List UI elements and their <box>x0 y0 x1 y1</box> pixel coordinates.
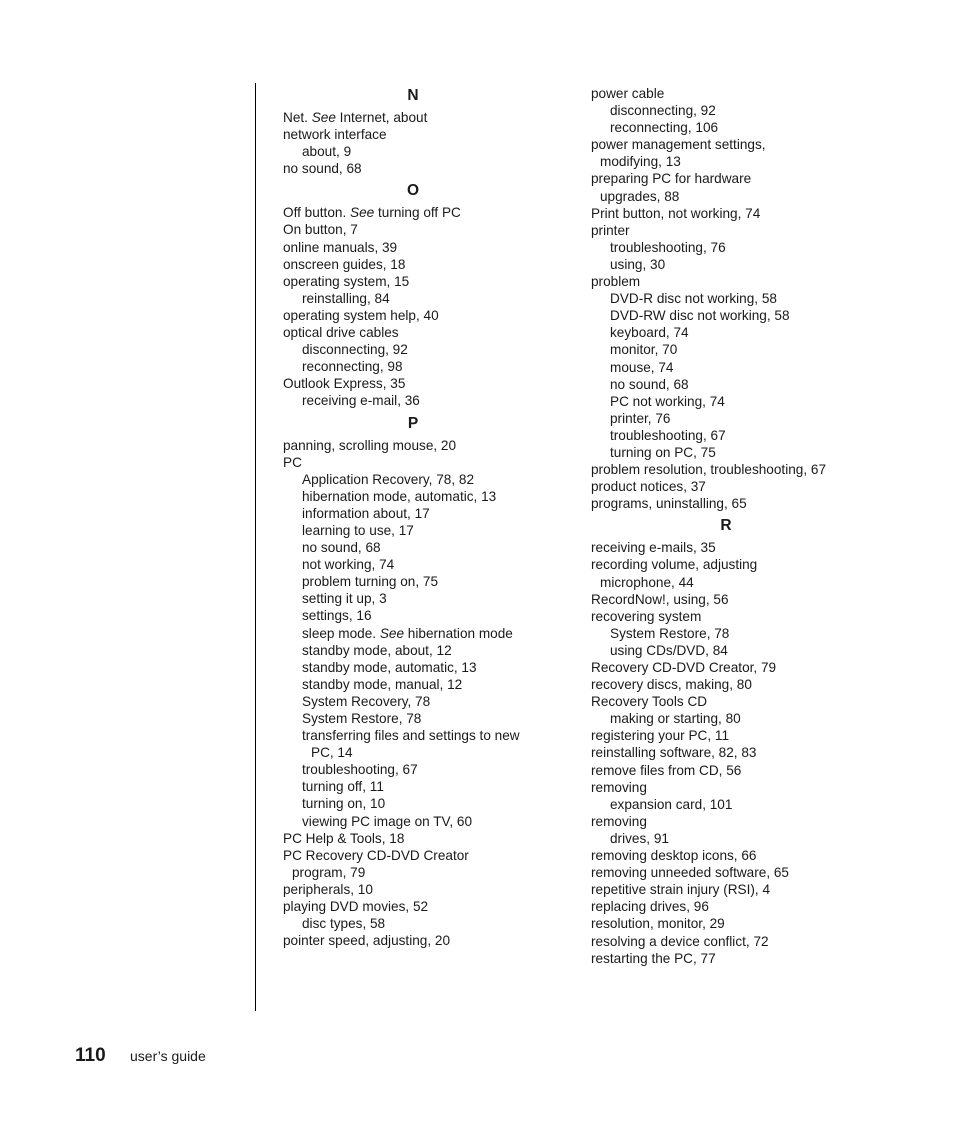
index-entry: product notices, 37 <box>591 479 706 495</box>
index-entry: optical drive cables <box>283 325 399 341</box>
index-subentry: settings, 16 <box>302 608 372 624</box>
index-subentry: keyboard, 74 <box>610 325 689 341</box>
see-reference: See <box>379 625 405 641</box>
index-subentry: reconnecting, 98 <box>302 359 403 375</box>
index-subentry: turning off, 11 <box>302 779 384 795</box>
index-entry: PC Recovery CD-DVD Creator <box>283 847 469 863</box>
index-entry: Recovery Tools CD <box>591 694 708 710</box>
index-subentry: using, 30 <box>610 256 666 272</box>
index-subentry: problem turning on, 75 <box>302 574 439 590</box>
entry-target: Internet, about <box>335 110 428 125</box>
index-entry-continuation: program, 79 <box>292 864 366 880</box>
index-entry: receiving e-mails, 35 <box>591 540 716 556</box>
index-entry: panning, scrolling mouse, 20 <box>283 437 457 453</box>
entry-target: turning off PC <box>374 205 461 221</box>
index-column-right <box>591 85 861 967</box>
index-entry: recording volume, adjusting <box>591 557 758 573</box>
index-entry: Recovery CD-DVD Creator, 79 <box>591 660 777 675</box>
index-entry: reinstalling software, 82, 83 <box>591 745 757 761</box>
index-entry: removing unneeded software, 65 <box>591 865 789 881</box>
index-entry: Print button, not working, 74 <box>591 205 761 221</box>
index-subentry: information about, 17 <box>302 505 430 521</box>
index-entry-continuation: modifying, 13 <box>600 154 681 170</box>
index-entry: power management settings, <box>591 137 766 153</box>
index-subentry: printer, 76 <box>610 410 671 426</box>
entry-text: sleep mode. <box>302 625 380 641</box>
index-subentry: transferring files and settings to new <box>302 728 520 744</box>
index-entry: peripherals, 10 <box>283 881 373 897</box>
index-entry-continuation: microphone, 44 <box>600 574 694 590</box>
index-subentry: System Restore, 78 <box>610 625 730 641</box>
index-entry-continuation: upgrades, 88 <box>600 188 680 204</box>
index-subentry <box>283 625 543 642</box>
index-subentry: Application Recovery, 78, 82 <box>302 471 475 487</box>
index-entry: replacing drives, 96 <box>591 899 709 915</box>
index-subentry: drives, 91 <box>610 830 669 846</box>
entry-target: hibernation mode <box>404 625 513 641</box>
column-rule <box>255 83 256 1011</box>
index-entry: registering your PC, 11 <box>591 728 730 744</box>
index-subentry: viewing PC image on TV, 60 <box>302 813 473 829</box>
index-entry: network interface <box>283 127 387 143</box>
index-entry: recovering system <box>591 608 702 624</box>
index-entry: resolution, monitor, 29 <box>591 916 725 932</box>
index-entry: playing DVD movies, 52 <box>283 899 429 915</box>
index-entry: remove files from CD, 56 <box>591 762 742 778</box>
index-subentry: using CDs/DVD, 84 <box>610 642 728 658</box>
index-column-left <box>283 85 543 949</box>
index-subentry: DVD-R disc not working, 58 <box>610 291 777 307</box>
index-subentry: learning to use, 17 <box>302 522 414 538</box>
index-entry: restarting the PC, 77 <box>591 950 716 966</box>
index-entry: RecordNow!, using, 56 <box>591 591 729 607</box>
index-subentry: about, 9 <box>302 144 352 160</box>
index-subentry: System Restore, 78 <box>302 711 422 726</box>
index-subentry: hibernation mode, automatic, 13 <box>302 488 497 504</box>
index-entry: Outlook Express, 35 <box>283 376 406 392</box>
section-letter: O <box>406 182 420 200</box>
index-subentry: no sound, 68 <box>302 540 381 556</box>
index-subentry: standby mode, about, 12 <box>302 642 452 658</box>
see-reference: See <box>311 110 336 125</box>
index-subentry: no sound, 68 <box>610 376 689 392</box>
index-entry: On button, 7 <box>283 222 358 238</box>
index-subentry: troubleshooting, 67 <box>302 762 418 778</box>
index-subentry: standby mode, manual, 12 <box>302 676 463 692</box>
index-subentry: monitor, 70 <box>610 342 678 358</box>
index-entry: repetitive strain injury (RSI), 4 <box>591 882 771 898</box>
index-entry: programs, uninstalling, 65 <box>591 496 747 512</box>
index-subentry: DVD-RW disc not working, 58 <box>610 308 790 324</box>
index-entry: printer <box>591 222 630 238</box>
entry-text: Off button. <box>283 205 351 221</box>
index-subentry: expansion card, 101 <box>610 796 733 812</box>
section-letter: P <box>407 414 419 432</box>
index-entry: online manuals, 39 <box>283 239 398 255</box>
index-entry: PC Help & Tools, 18 <box>283 830 405 846</box>
entry-text: Net. <box>283 110 312 125</box>
index-entry: resolving a device conflict, 72 <box>591 933 769 949</box>
index-entry: operating system help, 40 <box>283 307 439 323</box>
index-subentry: turning on PC, 75 <box>610 444 716 460</box>
index-entry: problem <box>591 274 641 290</box>
index-subentry: PC not working, 74 <box>610 393 725 409</box>
index-subentry: troubleshooting, 76 <box>610 239 726 255</box>
index-subentry: setting it up, 3 <box>302 591 387 607</box>
index-subentry-continuation: PC, 14 <box>311 745 353 761</box>
index-entry: preparing PC for hardware <box>591 171 752 187</box>
section-letter: N <box>407 87 419 104</box>
index-subentry: making or starting, 80 <box>610 711 741 727</box>
index-entry: removing <box>591 779 647 795</box>
index-entry: removing <box>591 813 647 829</box>
index-subentry: reconnecting, 106 <box>610 120 719 136</box>
index-entry: recovery discs, making, 80 <box>591 677 752 693</box>
index-entry: problem resolution, troubleshooting, 67 <box>591 462 827 478</box>
index-subentry: mouse, 74 <box>610 359 674 375</box>
index-subentry: System Recovery, 78 <box>302 693 431 709</box>
see-reference: See <box>350 205 375 221</box>
page-number: 110 <box>75 1045 106 1066</box>
index-entry: operating system, 15 <box>283 273 410 289</box>
index-entry: pointer speed, adjusting, 20 <box>283 933 451 949</box>
running-title: user’s guide <box>130 1048 206 1064</box>
index-subentry: disconnecting, 92 <box>610 103 716 119</box>
index-subentry: disc types, 58 <box>302 916 386 932</box>
section-letter: R <box>720 517 732 535</box>
index-entry: no sound, 68 <box>283 161 362 177</box>
index-entry: onscreen guides, 18 <box>283 256 406 272</box>
index-subentry: troubleshooting, 67 <box>610 427 726 443</box>
index-subentry: standby mode, automatic, 13 <box>302 659 477 675</box>
index-subentry: receiving e-mail, 36 <box>302 393 420 409</box>
index-subentry: turning on, 10 <box>302 796 386 812</box>
index-subentry: disconnecting, 92 <box>302 342 408 358</box>
index-entry: power cable <box>591 86 665 101</box>
index-entry: PC <box>283 454 302 470</box>
index-subentry: not working, 74 <box>302 557 395 573</box>
index-entry <box>283 109 543 126</box>
index-entry <box>283 204 543 221</box>
index-subentry: reinstalling, 84 <box>302 290 390 306</box>
index-entry: removing desktop icons, 66 <box>591 848 757 864</box>
